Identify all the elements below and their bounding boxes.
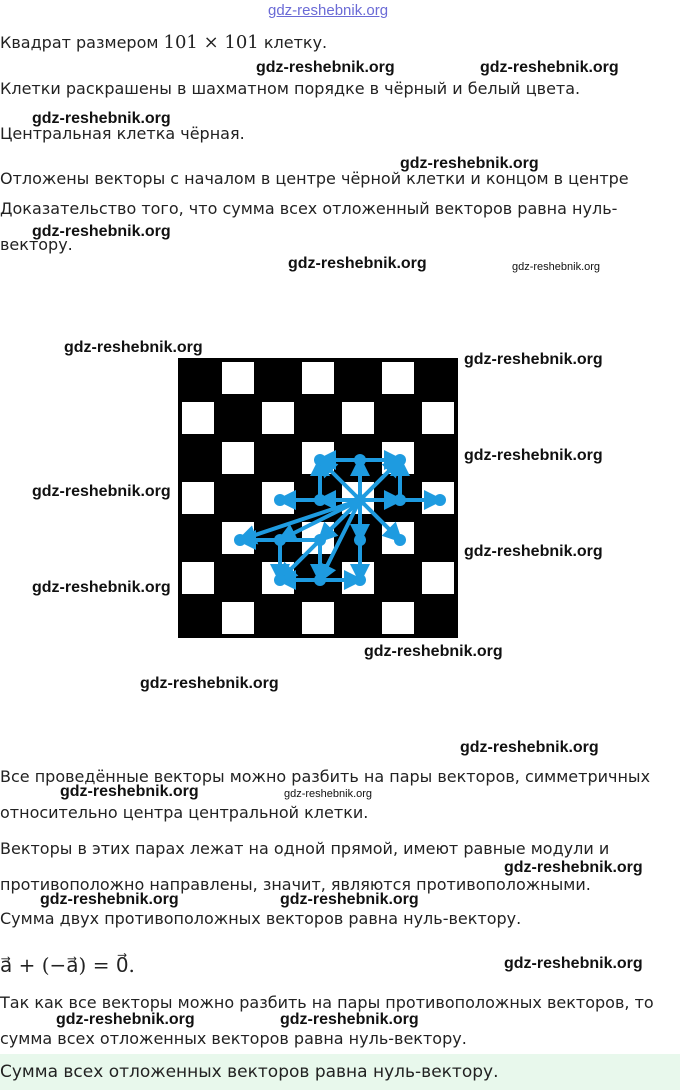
watermark: gdz-reshebnik.org	[32, 110, 171, 127]
watermark: gdz-reshebnik.org	[280, 1011, 419, 1028]
header-site-link[interactable]: gdz-reshebnik.org	[268, 2, 389, 19]
vector-endpoint	[274, 574, 286, 586]
watermark: gdz-reshebnik.org	[140, 675, 279, 692]
vector-endpoint	[394, 494, 406, 506]
white-cell	[382, 602, 414, 634]
white-cell	[422, 402, 454, 434]
paragraph-central-cell: Центральная клетка чёрная.	[0, 124, 245, 143]
p1-math: 101 × 101	[163, 32, 259, 53]
white-cell	[222, 602, 254, 634]
p1-prefix: Квадрат размером	[0, 33, 164, 52]
watermark: gdz-reshebnik.org	[364, 643, 503, 660]
vector-endpoint	[354, 534, 366, 546]
vector-endpoint	[394, 454, 406, 466]
vector-endpoint	[314, 534, 326, 546]
paragraph-pairs-line1: Все проведённые векторы можно разбить на пары векторов, симметричных	[0, 767, 651, 786]
p1-suffix: клетку.	[258, 33, 328, 52]
watermark: gdz-reshebnik.org	[32, 223, 171, 240]
watermark: gdz-reshebnik.org	[40, 891, 179, 908]
watermark: gdz-reshebnik.org	[464, 447, 603, 464]
formula: a⃗ + (−a⃗) = 0⃗.	[0, 953, 135, 977]
vector-endpoint	[434, 494, 446, 506]
watermark: gdz-reshebnik.org	[288, 255, 427, 272]
watermark: gdz-reshebnik.org	[280, 891, 419, 908]
watermark: gdz-reshebnik.org	[60, 783, 199, 800]
paragraph-conclusion-line2: сумма всех отложенных векторов равна нуль-вектору.	[0, 1029, 467, 1048]
vector-endpoint	[274, 534, 286, 546]
white-cell	[182, 562, 214, 594]
vector-endpoint	[234, 534, 246, 546]
vector-endpoint	[354, 454, 366, 466]
paragraph-opposite-line2: противоположно направлены, значит, являются противоположными.	[0, 875, 591, 894]
paragraph-conclusion-line1: Так как все векторы можно разбить на пары противоположных векторов, то	[0, 993, 654, 1012]
white-cell	[262, 402, 294, 434]
paragraph-proof-line1: Доказательство того, что сумма всех отложенный векторов равна нуль-	[0, 199, 618, 218]
paragraph-vectors: Отложены векторы с началом в центре чёрной клетки и концом в центре	[0, 169, 629, 188]
watermark: gdz-reshebnik.org	[400, 155, 539, 172]
watermark: gdz-reshebnik.org	[32, 579, 171, 596]
white-cell	[182, 402, 214, 434]
white-cell	[342, 402, 374, 434]
vector-endpoint	[274, 494, 286, 506]
answer-box: Сумма всех отложенных векторов равна нуль-вектору.	[0, 1054, 680, 1090]
paragraph-coloring: Клетки раскрашены в шахматном порядке в чёрный и белый цвета.	[0, 79, 581, 98]
paragraph-proof-line2: вектору.	[0, 235, 73, 254]
watermark: gdz-reshebnik.org	[480, 59, 619, 76]
watermark: gdz-reshebnik.org	[512, 261, 601, 273]
watermark: gdz-reshebnik.org	[32, 483, 171, 500]
white-cell	[182, 482, 214, 514]
watermark: gdz-reshebnik.org	[504, 859, 643, 876]
white-cell	[302, 362, 334, 394]
white-cell	[222, 442, 254, 474]
watermark: gdz-reshebnik.org	[504, 955, 643, 972]
watermark: gdz-reshebnik.org	[464, 543, 603, 560]
paragraph-pairs-line2: относительно центра центральной клетки.	[0, 803, 369, 822]
watermark: gdz-reshebnik.org	[64, 339, 203, 356]
watermark: gdz-reshebnik.org	[256, 59, 395, 76]
white-cell	[382, 362, 414, 394]
vector-endpoint	[314, 454, 326, 466]
white-cell	[302, 602, 334, 634]
vector-endpoint	[354, 494, 366, 506]
white-cell	[222, 362, 254, 394]
vector-endpoint	[314, 574, 326, 586]
paragraph-opposite-line1: Векторы в этих парах лежат на одной прямой, имеют равные модули и	[0, 839, 610, 858]
vector-endpoint	[354, 574, 366, 586]
watermark: gdz-reshebnik.org	[460, 739, 599, 756]
vector-endpoint	[394, 534, 406, 546]
watermark: gdz-reshebnik.org	[56, 1011, 195, 1028]
vector-endpoint	[314, 494, 326, 506]
white-cell	[422, 562, 454, 594]
watermark: gdz-reshebnik.org	[464, 351, 603, 368]
watermark: gdz-reshebnik.org	[284, 788, 373, 800]
paragraph-sum-two: Сумма двух противоположных векторов равна нуль-вектору.	[0, 909, 522, 928]
